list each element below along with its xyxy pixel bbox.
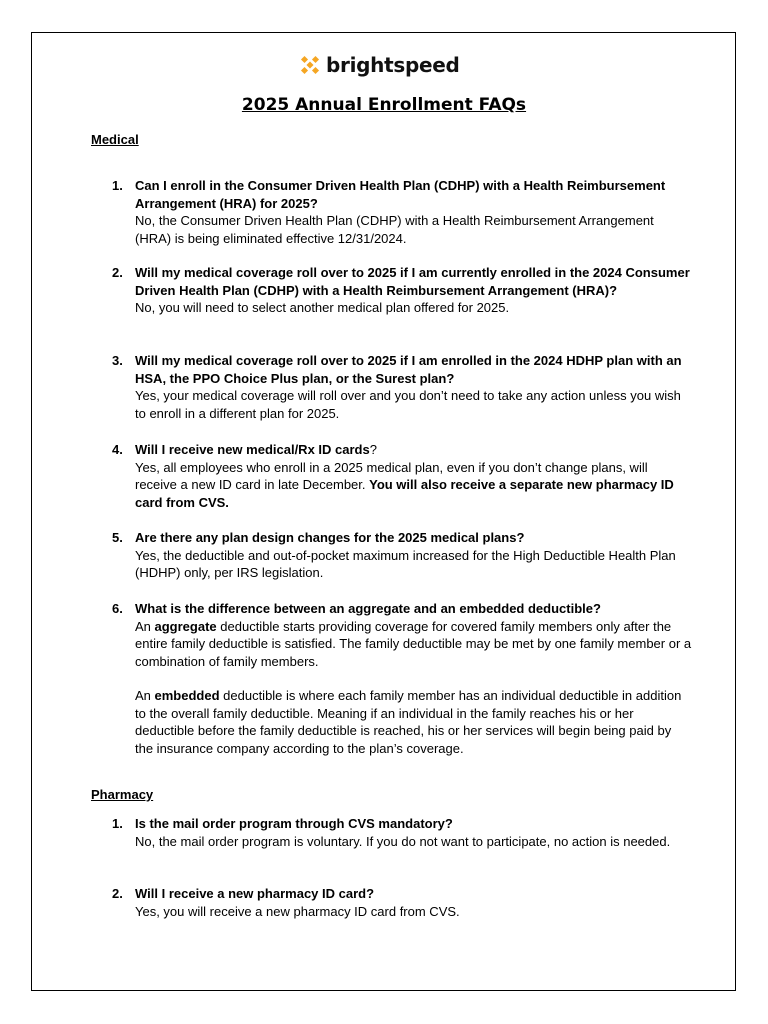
text: deductible is where each family member has an individual deductible in addition to the overall family deductible. Meaning if an individual in the family reaches his or her deductible before the family deductible is reached, his or her services will begin being paid by the insurance company according to the plan’s coverage. xyxy=(135,688,682,756)
faq-number: 2. xyxy=(112,886,123,901)
text: deductible starts providing coverage for covered family members only after the entire family deductible is satisfied. The family deductible may be met by one family member or a combination of family members. xyxy=(135,618,692,669)
faq-item xyxy=(112,352,692,422)
brightspeed-logo-icon xyxy=(300,55,320,75)
faq-number: 5. xyxy=(112,530,123,545)
faq-answer: No, you will need to select another medical plan offered for 2025. xyxy=(135,300,510,315)
faq-answer-paragraph xyxy=(135,687,692,757)
faq-answer: No, the Consumer Driven Health Plan (CDHP) with a Health Reimbursement Arrangement (HRA) is being eliminated effective 12/31/2024. xyxy=(135,213,654,246)
faq-answer-emphasis: You will also receive a separate new pharmacy ID card from CVS. xyxy=(135,477,674,510)
faq-answer: Yes, your medical coverage will roll over and you don’t need to take any action unless you wish to enroll in a different plan for 2025. xyxy=(135,388,681,421)
faq-item xyxy=(112,885,692,920)
faq-item xyxy=(112,600,692,757)
faq-question: Will my medical coverage roll over to 2025 if I am currently enrolled in the 2024 Consumer Driven Health Plan (CDHP) with a Health Reimbursement Arrangement (HRA)? xyxy=(135,265,690,298)
page-title: 2025 Annual Enrollment FAQs xyxy=(241,95,527,115)
faq-item xyxy=(112,529,692,582)
section-heading-pharmacy: Pharmacy xyxy=(91,787,154,802)
faq-number: 2. xyxy=(112,265,123,280)
text: An xyxy=(135,618,155,634)
term-embedded: embedded xyxy=(154,688,220,703)
faq-question: Will my medical coverage roll over to 2025 if I am enrolled in the 2024 HDHP plan with an HSA, the PPO Choice Plus plan, or the Surest plan? xyxy=(135,353,682,386)
faq-question: Will I receive new medical/Rx ID cards xyxy=(135,442,370,457)
text: An xyxy=(135,688,155,703)
faq-answer-paragraph xyxy=(135,618,692,671)
question-mark: ? xyxy=(369,442,377,457)
faq-number: 4. xyxy=(112,442,123,457)
faq-question: Will I receive a new pharmacy ID card? xyxy=(135,886,375,901)
faq-answer: No, the mail order program is voluntary. If you do not want to participate, no action is needed. xyxy=(135,833,671,849)
faq-number: 1. xyxy=(112,178,123,193)
faq-answer-text: Yes, all employees who enroll in a 2025 medical plan, even if you don’t change plans, will receive a new ID card in late December. xyxy=(135,459,648,492)
faq-answer: Yes, you will receive a new pharmacy ID card from CVS. xyxy=(135,903,460,919)
faq-item xyxy=(112,815,692,850)
faq-number: 6. xyxy=(112,601,123,616)
faq-number: 1. xyxy=(112,816,123,831)
faq-answer: Yes, the deductible and out-of-pocket maximum increased for the High Deductible Health Plan (HDHP) only, per IRS legislation. xyxy=(135,547,676,580)
brand-logo xyxy=(300,52,460,78)
faq-number: 3. xyxy=(112,353,123,368)
faq-answer xyxy=(135,459,692,512)
faq-question: Can I enroll in the Consumer Driven Health Plan (CDHP) with a Health Reimbursement Arrangement (HRA) for 2025? xyxy=(135,178,666,211)
faq-item xyxy=(112,441,692,511)
faq-item xyxy=(112,177,692,247)
faq-question: Is the mail order program through CVS mandatory? xyxy=(135,816,453,831)
faq-item xyxy=(112,264,692,317)
faq-question: Are there any plan design changes for the 2025 medical plans? xyxy=(135,530,525,545)
section-heading-medical: Medical xyxy=(91,132,139,147)
term-aggregate: aggregate xyxy=(154,618,217,634)
faq-question: What is the difference between an aggregate and an embedded deductible? xyxy=(135,601,601,616)
brand-name: brightspeed xyxy=(326,53,460,77)
